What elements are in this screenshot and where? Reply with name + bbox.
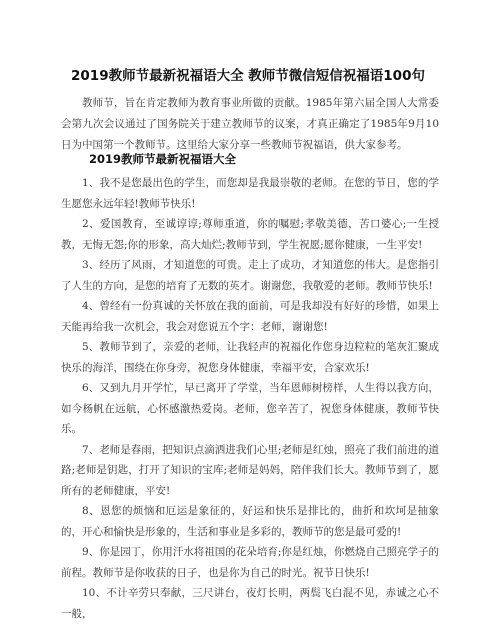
section-heading: 2019教师节最新祝福语大全 xyxy=(89,152,237,166)
list-item: 3、经历了风雨，才知道您的可贵。走上了成功，才知道您的伟大。是您指引了人生的方向，是您的培育了无数的英才。谢谢您，我敬爱的老师。教师节快乐! xyxy=(61,259,439,292)
list-item: 6、又到九月开学忙，早已离开了学堂，当年恩师树榜样，人生得以我方向，如今杨帆在远航，心怀感激热爱岗。老师，您辛苦了，祝您身体健康，教师节快乐。 xyxy=(61,382,439,435)
list-item: 1、我不是您最出色的学生，而您却是我最崇敬的老师。在您的节日，您的学生愿您永远年轻!教师节快乐! xyxy=(61,177,439,210)
blessing-list xyxy=(61,173,439,624)
list-item: 7、老师是春雨，把知识点滴洒进我们心里;老师是红烛，照亮了我们前进的道路;老师是钥匙，打开了知识的宝库;老师是妈妈，陪伴我们长大。教师节到了，愿所有的老师健康，平安! xyxy=(61,443,439,497)
intro-paragraph: 教师节，旨在肯定教师为教育事业所做的贡献。1985年第六届全国人大常委会第九次会议通过了国务院关于建立教师节的议案，才真正确定了1985年9月10日为中国第一个教师节。这里给大家分享一些教师节祝福语，供大家参考。 xyxy=(61,97,439,151)
list-item: 10、不计辛劳只奉献，三尺讲台，夜灯长明，两鬓飞白混不见，赤诚之心不一般， xyxy=(61,587,439,620)
list-item: 9、你是园丁，你用汗水将祖国的花朵培育;你是红烛，你燃烧自己照亮学子的前程。教师节是你收获的日子，也是你为自己的时光。祝节日快乐! xyxy=(61,546,439,579)
list-item: 5、教师节到了，亲爱的老师，让我轻声的祝福化作您身边粒粒的笔灰汇聚成快乐的海洋，围绕在你身旁，祝您身体健康，幸福平安，合家欢乐! xyxy=(61,341,439,374)
document-title: 2019教师节最新祝福语大全 教师节微信短信祝福语100句 xyxy=(71,68,425,84)
list-item: 8、恩您的烦恼和厄运是象征的，好运和快乐是排比的，曲折和坎坷是抽象的，开心和愉快是形象的，生活和事业是多彩的，教师节的您是最可爱的! xyxy=(61,505,439,538)
list-item: 2、爱国教育，至诚谆谆;尊师重道，你的嘱慰;孝敬美德，苦口婆心;一生授教，无悔无怨;你的形象，高大灿烂;教师节到，学生祝愿;愿你健康，一生平安! xyxy=(61,218,439,251)
list-item: 4、曾经有一份真诚的关怀放在我的面前，可是我却没有好好的珍惜，如果上天能再给我一次机会，我会对您说五个字：老师，谢谢您! xyxy=(61,300,439,333)
